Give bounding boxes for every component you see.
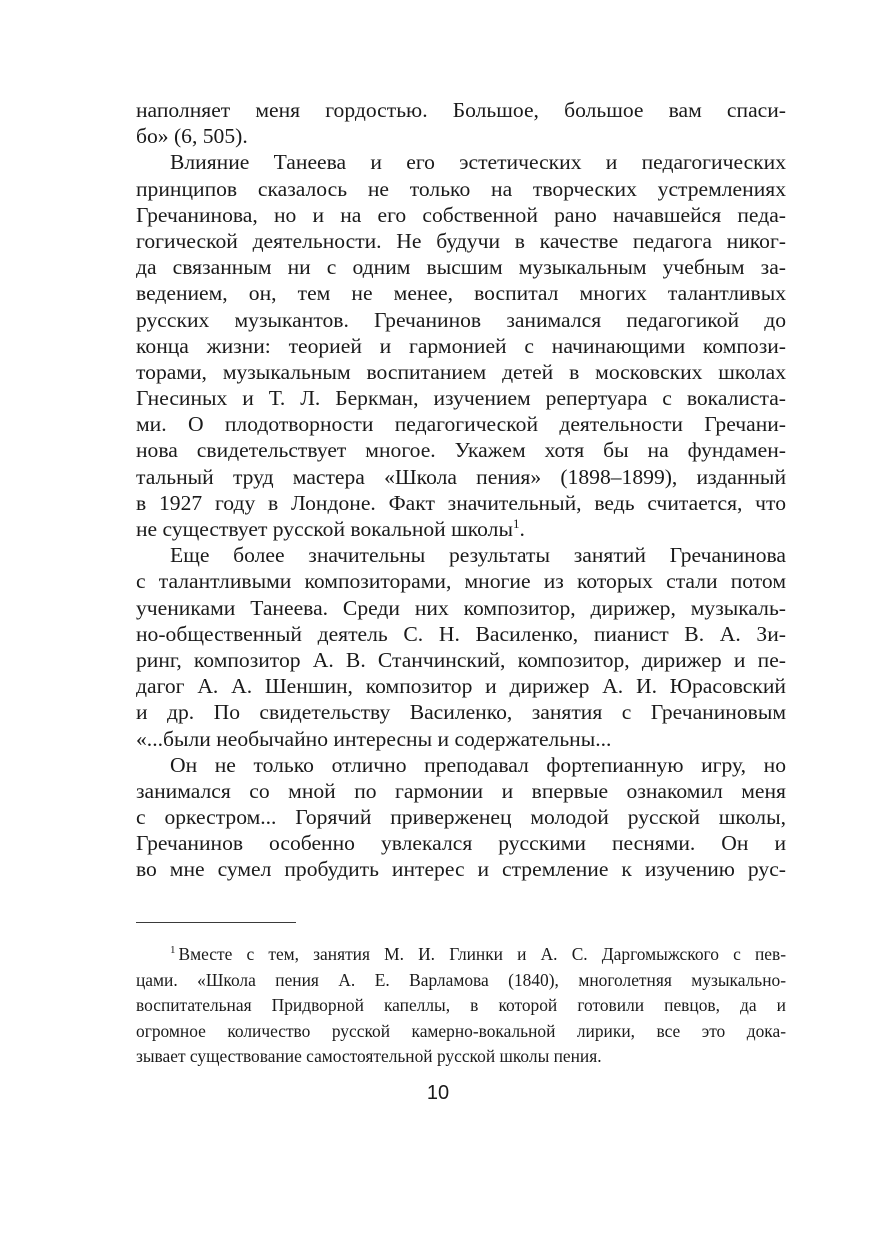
text-line: наполняет меня гордостью. Большое, большое вам спаси- bbox=[136, 98, 786, 122]
text-line: Гречанинов особенно увлекался русскими песнями. Он и bbox=[136, 831, 786, 856]
text-line: Еще более значительны результаты занятий Гречанинова bbox=[170, 543, 786, 568]
text-line: с талантливыми композиторами, многие из которых стали потом bbox=[136, 569, 786, 594]
footnote-divider bbox=[136, 922, 296, 923]
text-line: тальный труд мастера «Школа пения» (1898–1899), изданный bbox=[136, 464, 786, 489]
text-line: Он не только отлично преподавал фортепианную игру, но bbox=[170, 752, 786, 777]
text-line: ми. О плодотворности педагогической деятельности Гречани- bbox=[136, 412, 786, 437]
text-line: торами, музыкальным воспитанием детей в московских школах bbox=[136, 359, 786, 384]
text-line: но-общественный деятель С. Н. Василенко, пианист В. А. Зи- bbox=[136, 621, 786, 646]
text-segment: не существует русской вокальной школы bbox=[136, 517, 513, 541]
text-line: ринг, композитор А. В. Станчинский, композитор, дирижер и пе- bbox=[136, 647, 786, 672]
footnote-line bbox=[136, 942, 786, 968]
text-line: Гнесиных и Т. Л. Беркман, изучением репертуара с вокалиста- bbox=[136, 386, 786, 411]
footnote-line: зывает существование самостоятельной русской школы пения. bbox=[136, 1046, 602, 1067]
footnote bbox=[136, 942, 786, 1070]
text-line: учениками Танеева. Среди них композитор, дирижер, музыкаль- bbox=[136, 595, 786, 620]
text-line: русских музыкантов. Гречанинов занимался педагогикой до bbox=[136, 307, 786, 332]
text-line: конца жизни: теорией и гармонией с начинающими компози- bbox=[136, 333, 786, 358]
footnote-line: огромное количество русской камерно-вокальной лирики, все это дока- bbox=[136, 1020, 786, 1041]
text-line: дагог А. А. Шеншин, композитор и дирижер А. И. Юрасовский bbox=[136, 674, 786, 699]
footnote-line: воспитательная Придворной капеллы, в которой готовили певцов, да и bbox=[136, 995, 786, 1016]
text-line: в 1927 году в Лондоне. Факт значительный, ведь считается, что bbox=[136, 490, 786, 515]
footnote-reference[interactable]: 1 bbox=[512, 515, 520, 531]
text-line: с оркестром... Горячий приверженец молодой русской школы, bbox=[136, 805, 786, 830]
text-line: Гречанинова, но и на его собственной рано начавшейся педа- bbox=[136, 202, 786, 227]
page-number: 10 bbox=[426, 1082, 450, 1104]
text-line: «...были необычайно интересны и содержательны... bbox=[136, 726, 612, 751]
text-line: нова свидетельствует многое. Укажем хотя бы на фундамен- bbox=[136, 438, 786, 463]
text-line: принципов сказалось не только на творческих устремлениях bbox=[136, 176, 786, 201]
text-line: бо» (6, 505). bbox=[136, 124, 248, 149]
text-line: занимался со мной по гармонии и впервые ознакомил меня bbox=[136, 778, 786, 803]
text-line: во мне сумел пробудить интерес и стремление к изучению рус- bbox=[136, 857, 786, 882]
footnote-mark: 1 bbox=[170, 944, 176, 957]
text-segment: Вместе с тем, занятия М. И. Глинки и А. С. Даргомыжского с пев- bbox=[178, 944, 786, 964]
text-line: и др. По свидетельству Василенко, занятия с Гречаниновым bbox=[136, 700, 786, 725]
footnote-line: цами. «Школа пения А. Е. Варламова (1840), многолетняя музыкально- bbox=[136, 969, 786, 990]
text-line: Влияние Танеева и его эстетических и педагогических bbox=[170, 150, 786, 175]
text-line: гогической деятельности. Не будучи в качестве педагога никог- bbox=[136, 228, 786, 253]
main-text bbox=[136, 97, 786, 883]
text-line: да связанным ни с одним высшим музыкальным учебным за- bbox=[136, 255, 786, 280]
text-segment: . bbox=[519, 517, 525, 541]
text-line: ведением, он, тем не менее, воспитал многих талантливых bbox=[136, 281, 786, 306]
text-line bbox=[136, 516, 786, 542]
